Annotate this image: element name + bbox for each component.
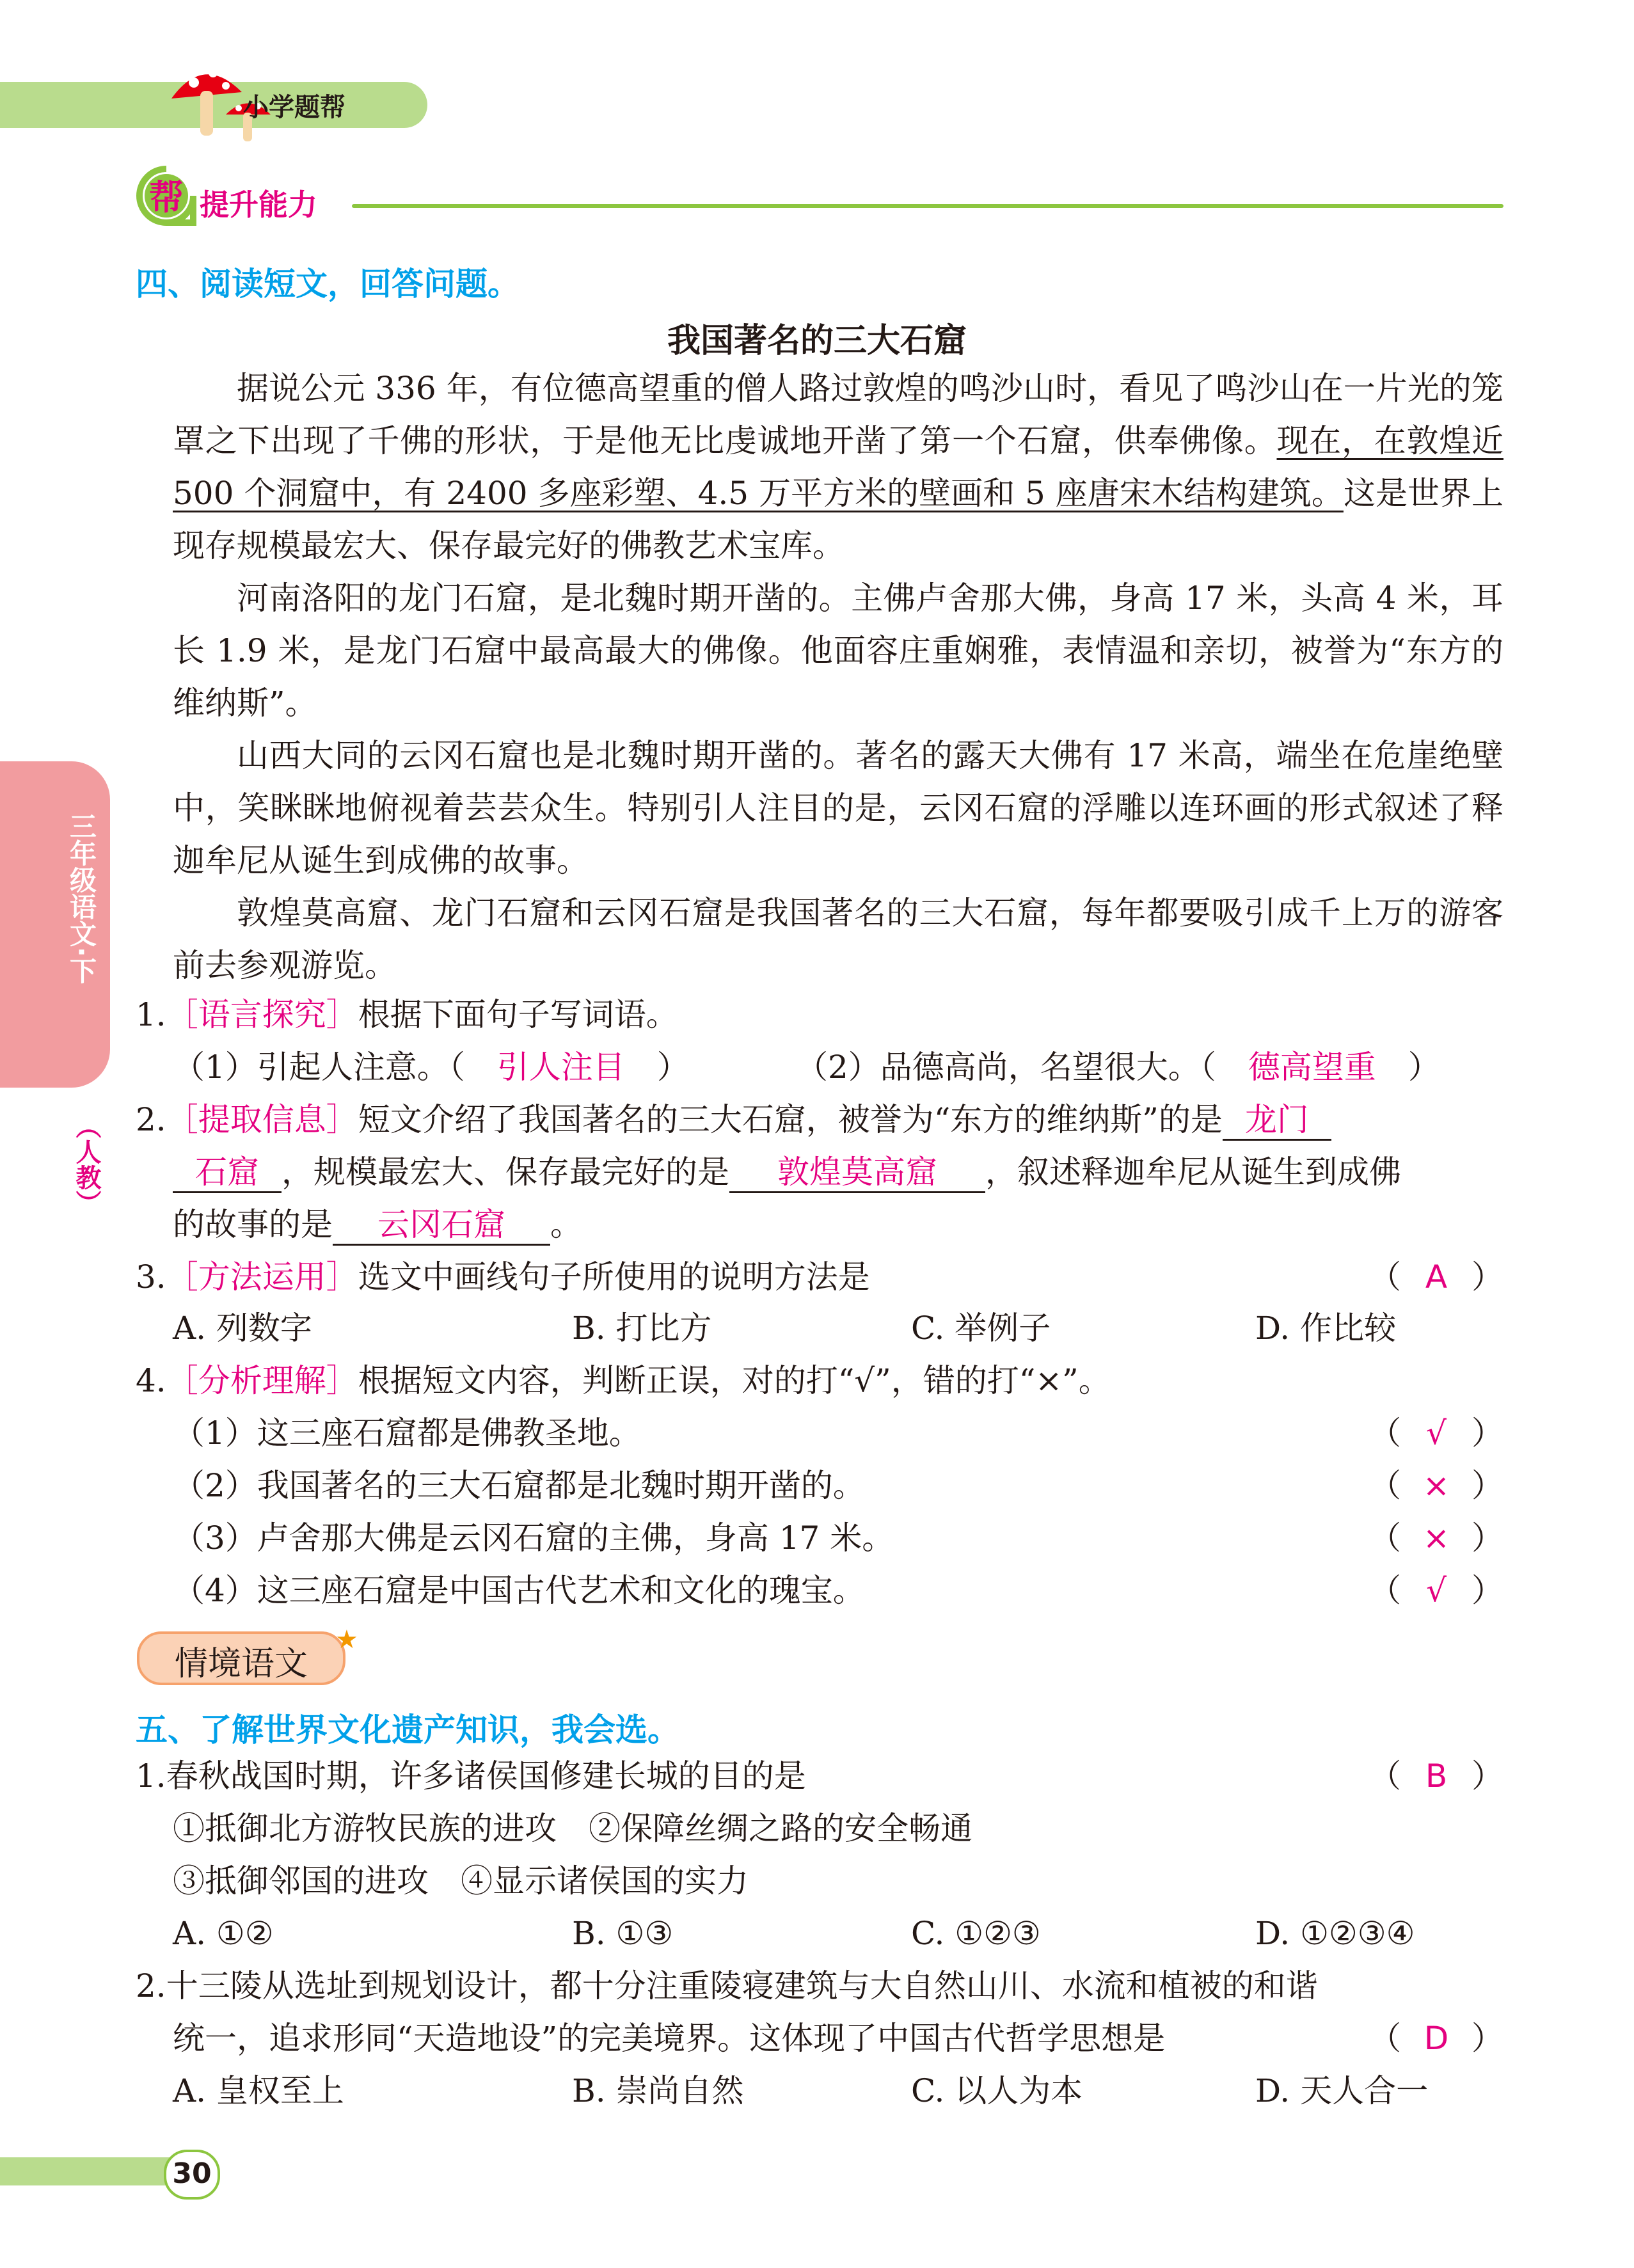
star-icon: ★ [335, 1625, 358, 1654]
paren-close: ） [656, 1049, 689, 1086]
q-text: 的故事的是 [173, 1206, 333, 1243]
passage-paragraph-2: 河南洛阳的龙门石窟，是北魏时期开凿的。主佛卢舍那大佛，身高 17 米，头高 4 米，耳长 1.9 米，是龙门石窟中最高最大的佛像。他面容庄重娴雅，表情温和亲切，被誉为“东方的维纳斯”。 [173, 580, 1503, 722]
p5-q1-option-c: C. ①②③ [911, 1915, 1041, 1952]
p4-q4-item-3: （3）卢舍那大佛是云冈石窟的主佛，身高 17 米。 [173, 1519, 894, 1557]
p4-q4-item-3-answer [1331, 1519, 1503, 1557]
header-label: 小学题帮 [243, 93, 345, 122]
passage-paragraph-3: 山西大同的云冈石窟也是北魏时期开凿的。著名的露天大佛有 17 米高，端坐在危崖绝壁中，笑眯眯地俯视着芸芸众生。特别引人注目的是，云冈石窟的浮雕以连环画的形式叙述了释迦牟尼从诞生到成佛的故事。 [173, 737, 1503, 879]
q-text: 选文中画线句子所使用的说明方法是 [358, 1258, 870, 1296]
p1-text-b: 这是世界上现存规模最宏大、保存最完好的佛教艺术宝库。 [173, 475, 1504, 564]
p5-q2-option-a: A. 皇权至上 [173, 2072, 344, 2109]
paren-open: （ [1369, 1757, 1401, 1795]
p4-q4-item-2-answer [1331, 1466, 1503, 1505]
q-number: 1. [136, 996, 166, 1033]
q-text: 春秋战国时期，许多诸侯国修建长城的目的是 [166, 1757, 806, 1795]
p4-q4-item-1-answer [1331, 1414, 1503, 1452]
answer-blank: 石窟 [173, 1153, 282, 1193]
q-tag: ［分析理解］ [166, 1362, 358, 1399]
paren-open: （ [1369, 1415, 1401, 1452]
p5-q1-statements-2: ③抵御邻国的进攻 ④显示诸侯国的实力 [173, 1862, 749, 1899]
p5-q2-option-b: B. 崇尚自然 [572, 2072, 744, 2109]
q-text: 根据下面句子写词语。 [358, 996, 678, 1033]
paren-close: ） [1471, 1757, 1503, 1795]
q-number: 1. [136, 1757, 166, 1795]
passage-title: 我国著名的三大石窟 [667, 322, 967, 360]
p4-q2-line1 [136, 1100, 1331, 1141]
p5-q1-answer [1331, 1757, 1503, 1795]
q-tag: ［提取信息］ [166, 1101, 358, 1138]
p4-q1-sub1 [173, 1048, 689, 1086]
paren-close: ） [1471, 1519, 1503, 1557]
q-text: 根据短文内容，判断正误，对的打“√”，错的打“×”。 [358, 1362, 1111, 1399]
p5-q1 [136, 1757, 806, 1795]
p4-q3-option-d: D. 作比较 [1255, 1310, 1397, 1347]
p4-q1-sub2 [796, 1048, 1440, 1086]
p4-q4-item-4: （4）这三座石窟是中国古代艺术和文化的瑰宝。 [173, 1572, 865, 1609]
p4-q4-item-4-answer [1331, 1571, 1503, 1610]
passage-paragraph-4: 敦煌莫高窟、龙门石窟和云冈石窟是我国著名的三大石窟，每年都要吸引成千上万的游客前去参观游览。 [173, 894, 1503, 984]
q-text: 短文介绍了我国著名的三大石窟，被誉为“东方的维纳斯”的是 [358, 1101, 1223, 1138]
q-tag: ［方法运用］ [166, 1258, 358, 1296]
sub-label: （2）品德高尚，名望很大。（ [796, 1049, 1216, 1086]
paren-close: ） [1471, 1572, 1503, 1609]
paren-close: ） [1471, 1467, 1503, 1504]
paren-close: ） [1471, 1258, 1503, 1296]
p5-q1-statements-1: ①抵御北方游牧民族的进攻 ②保障丝绸之路的安全畅通 [173, 1810, 972, 1847]
p4-q3-option-c: C. 举例子 [911, 1310, 1051, 1347]
q-number: 2. [136, 1101, 166, 1138]
q-text: 。 [550, 1206, 582, 1243]
part5-heading: 五、了解世界文化遗产知识，我会选。 [136, 1711, 679, 1749]
p5-q2-option-c: C. 以人为本 [911, 2072, 1083, 2109]
p5-q2-option-d: D. 天人合一 [1255, 2072, 1429, 2109]
answer-text: D [1424, 2020, 1449, 2057]
p5-q2-answer [1331, 2019, 1503, 2058]
q-text: ，规模最宏大、保存最完好的是 [282, 1154, 729, 1191]
p1-text-a: 据说公元 336 年，有位德高望重的僧人路过敦煌的鸣沙山时，看见了鸣沙山在一片光的笼罩之下出现了千佛的形状，于是他无比虔诚地开凿了第一个石窟，供奉佛像。 [173, 370, 1503, 459]
paren-open: （ [1369, 1467, 1401, 1504]
bang-badge-char: 帮 [149, 177, 184, 218]
paren-open: （ [1369, 1258, 1401, 1296]
passage-paragraph-1 [173, 362, 1503, 572]
section-divider [352, 204, 1503, 208]
footer-strip [0, 2157, 192, 2185]
page-number: 30 [172, 2157, 212, 2190]
paren-close: ） [1471, 1415, 1503, 1452]
p4-q3-option-a: A. 列数字 [173, 1310, 312, 1347]
p4-q2-line3 [173, 1205, 582, 1246]
side-tab-edition: （人教） [72, 1113, 101, 1216]
q-text: ，叙述释迦牟尼从诞生到成佛 [985, 1154, 1401, 1191]
side-tab-grade: 三年级语文·下 [66, 813, 97, 984]
paren-open: （ [1369, 1572, 1401, 1609]
answer-blank: 敦煌莫高窟 [729, 1153, 985, 1193]
p5-q1-option-b: B. ①③ [572, 1915, 674, 1952]
sub-label: （1）引起人注意。（ [173, 1049, 465, 1086]
paren-open: （ [1369, 2020, 1401, 2057]
section-title: 提升能力 [200, 187, 317, 222]
p4-q1 [136, 995, 678, 1034]
context-label: 情境语文 [174, 1645, 308, 1683]
answer-mark: × [1423, 1467, 1450, 1504]
p4-q2-line2 [173, 1153, 1401, 1193]
p4-q4-item-2: （2）我国著名的三大石窟都是北魏时期开凿的。 [173, 1467, 865, 1504]
q-number: 3. [136, 1258, 166, 1296]
paren-open: （ [1369, 1519, 1401, 1557]
answer-mark: √ [1426, 1572, 1447, 1609]
part4-heading: 四、阅读短文，回答问题。 [136, 266, 520, 303]
answer-blank: 龙门 [1223, 1100, 1331, 1141]
p4-q3 [136, 1258, 870, 1296]
p1-underlined-sentence: 现在，在敦煌近 500 个洞窟中，有 2400 多座彩塑、4.5 万平方米的壁画和 5 座唐宋木结构建筑。 [173, 422, 1503, 512]
q-tag: ［语言探究］ [166, 996, 358, 1033]
answer-text: B [1425, 1757, 1448, 1795]
q-number: 4. [136, 1362, 166, 1399]
passage [173, 362, 1503, 992]
paren-close: ） [1408, 1049, 1440, 1086]
p4-q3-option-b: B. 打比方 [572, 1310, 712, 1347]
q-number: 2. [136, 1967, 166, 2004]
answer-blank: 云冈石窟 [333, 1205, 550, 1246]
q-text: 十三陵从选址到规划设计，都十分注重陵寝建筑与大自然山川、水流和植被的和谐 [166, 1967, 1318, 2004]
answer-mark: √ [1426, 1415, 1447, 1452]
p4-q4 [136, 1361, 1111, 1400]
p5-q2-line1 [136, 1967, 1318, 2005]
answer-text: 德高望重 [1248, 1049, 1376, 1086]
answer-text: 引人注目 [496, 1049, 625, 1086]
p4-q4-item-1: （1）这三座石窟都是佛教圣地。 [173, 1415, 641, 1452]
p5-q1-option-d: D. ①②③④ [1255, 1915, 1415, 1952]
p5-q2-line2: 统一，追求形同“天造地设”的完美境界。这体现了中国古代哲学思想是 [173, 2020, 1166, 2057]
p5-q1-option-a: A. ①② [173, 1915, 274, 1952]
p4-q3-answer [1331, 1258, 1503, 1296]
answer-text: A [1425, 1258, 1448, 1296]
paren-close: ） [1471, 2020, 1503, 2057]
answer-mark: × [1423, 1519, 1450, 1557]
